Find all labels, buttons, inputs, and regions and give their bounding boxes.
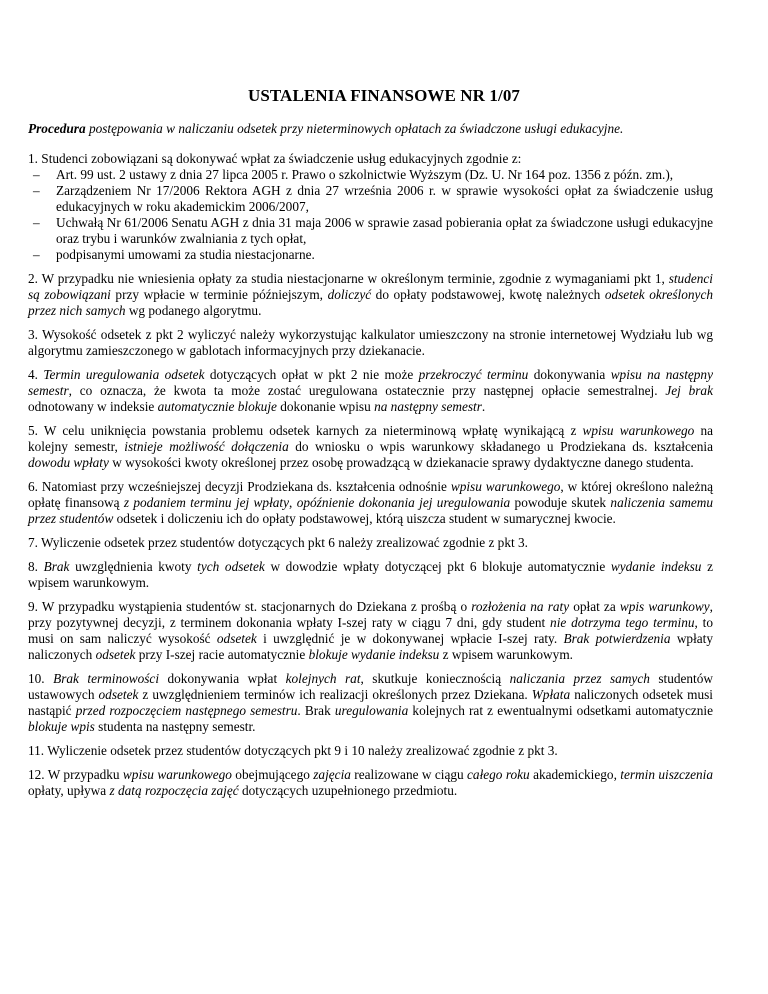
- intro-bold: Procedura: [28, 121, 86, 136]
- paragraph-10: 10. Brak terminowości dokonywania wpłat kolejnych rat, skutkuje koniecznością naliczania przez samych studentów ustawowych odsetek z uwzględnieniem terminów ich realizacji określonych przez Dziekana. Wpłata naliczonych odsetek musi nastąpić przed rozpoczęciem następnego semestru. Brak uregulowania kolejnych rat z ewentualnymi odsetkami automatycznie blokuje wpis studenta na następny semestr.: [28, 671, 714, 734]
- paragraph-3: 3. Wysokość odsetek z pkt 2 wyliczyć należy wykorzystując kalkulator umieszczony na stronie internetowej Wydziału lub wg algorytmu zamieszczonego w gablotach informacyjnych przy dziekanacie.: [28, 327, 713, 358]
- paragraph-2: 2. W przypadku nie wniesienia opłaty za studia niestacjonarne w określonym terminie, zgodnie z wymaganiami pkt 1, studenci są zobowiązani przy wpłacie w terminie późniejszym, doliczyć do opłaty podstawowej, kwotę należnych odsetek określonych przez nich samych wg podanego algorytmu.: [28, 271, 713, 318]
- list-item: – Uchwałą Nr 61/2006 Senatu AGH z dnia 31 maja 2006 w sprawie zasad pobierania opłat za świadczone usługi edukacyjne oraz trybu i warunków zwalniania z tych opłat,: [28, 215, 713, 247]
- paragraph-6: 6. Natomiast przy wcześniejszej decyzji Prodziekana ds. kształcenia odnośnie wpisu warunkowego, w której określono należną opłatę finansową z podaniem terminu jej wpłaty, opóźnienie dokonania jej uregulowania powoduje skutek naliczenia samemu przez studentów odsetek i doliczeniu ich do opłaty podstawowej, którą uiszcza student w sumarycznej kwocie.: [28, 479, 714, 526]
- paragraph-12: 12. W przypadku wpisu warunkowego obejmującego zajęcia realizowane w ciągu całego roku akademickiego, termin uiszczenia opłaty, upływa z datą rozpoczęcia zajęć dotyczących uzupełnionego przedmiotu.: [28, 767, 714, 798]
- page-title: USTALENIA FINANSOWE NR 1/07: [247, 86, 521, 105]
- paragraph-5: 5. W celu uniknięcia powstania problemu odsetek karnych za nieterminową wpłatę wynikającą z wpisu warunkowego na kolejny semestr, istnieje możliwość dołączenia do wniosku o wpis warunkowy składanego u Prodziekana ds. kształcenia dowodu wpłaty w wysokości kwoty określonej przez osobę prowadzącą w dziekanacie sprawy dydaktyczne danego studenta.: [28, 423, 714, 470]
- paragraph-4: 4. Termin uregulowania odsetek dotyczących opłat w pkt 2 nie może przekroczyć terminu dokonywania wpisu na następny semestr, co oznacza, że kwota ta może zostać uregulowana ostatecznie przy następnej opłacie semestralnej. Jej brak odnotowany w indeksie automatycznie blokuje dokonanie wpisu na następny semestr.: [28, 367, 713, 414]
- list-item: – Zarządzeniem Nr 17/2006 Rektora AGH z dnia 27 września 2006 r. w sprawie wysokości opłat za świadczenie usług edukacyjnych w roku akademickim 2006/2007,: [28, 183, 713, 215]
- list-item: – Art. 99 ust. 2 ustawy z dnia 27 lipca 2005 r. Prawo o szkolnictwie Wyższym (Dz. U. Nr 164 poz. 1356 z późn. zm.),: [28, 167, 713, 183]
- document-body: [28, 121, 713, 807]
- paragraph-1: [28, 151, 713, 263]
- paragraph-9: 9. W przypadku wystąpienia studentów st. stacjonarnych do Dziekana z prośbą o rozłożenia na raty opłat za wpis warunkowy, przy pozytywnej decyzji, z terminem dokonania wpłaty I-szej raty w ciągu 7 dni, gdy student nie dotrzyma tego terminu, to musi on sam naliczyć wysokość odsetek i uwzględnić je w dokonywanej wpłacie I-szej raty. Brak potwierdzenia wpłaty naliczonych odsetek przy I-szej racie automatycznie blokuje wydanie indeksu z wpisem warunkowym.: [28, 599, 714, 662]
- list-item: – podpisanymi umowami za studia niestacjonarne.: [28, 247, 713, 263]
- paragraph-8: 8. Brak uwzględnienia kwoty tych odsetek w dowodzie wpłaty dotyczącej pkt 6 blokuje automatycznie wydanie indeksu z wpisem warunkowym.: [28, 559, 714, 590]
- paragraph-11: 11. Wyliczenie odsetek przez studentów dotyczących pkt 9 i 10 należy zrealizować zgodnie z pkt 3.: [28, 743, 558, 758]
- paragraph-1-lead: 1. Studenci zobowiązani są dokonywać wpłat za świadczenie usług edukacyjnych zgodnie z:: [28, 151, 522, 166]
- legal-basis-list: [28, 167, 713, 263]
- paragraph-7: 7. Wyliczenie odsetek przez studentów dotyczących pkt 6 należy zrealizować zgodnie z pkt 3.: [28, 535, 528, 550]
- intro-paragraph: Procedura postępowania w naliczaniu odsetek przy nieterminowych opłatach za świadczone usługi edukacyjne.: [28, 121, 624, 136]
